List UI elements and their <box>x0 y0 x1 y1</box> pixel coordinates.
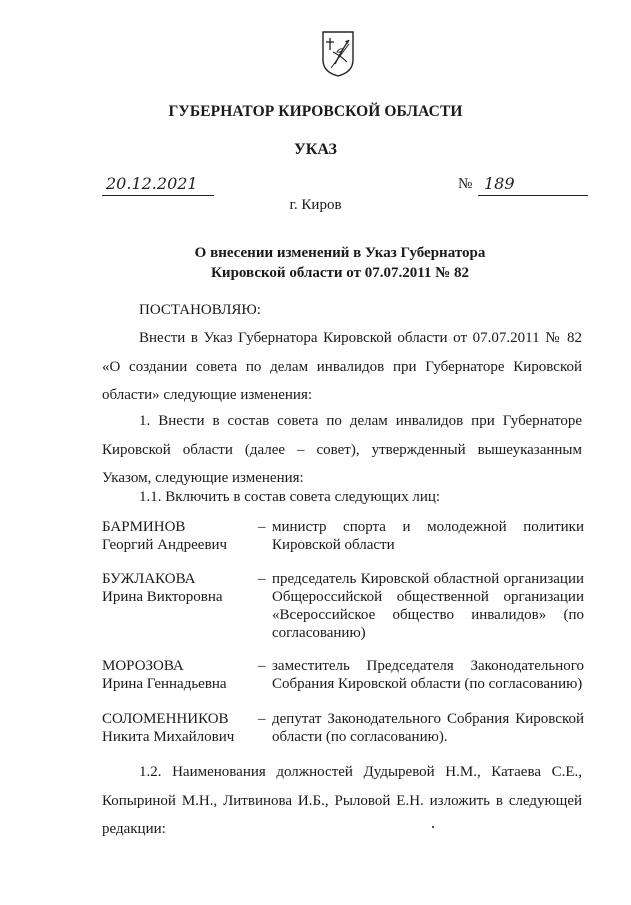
member-given-name: Георгий Андреевич <box>102 537 228 553</box>
member-name <box>102 710 252 746</box>
member-post: министр спорта и молодежной политики Кировской области <box>272 519 584 553</box>
member-post: председатель Кировской областной организации Общероссийской общественной организации «Всероссийское общество инвалидов» (по согласованию) <box>272 571 584 641</box>
document-type: УКАЗ <box>294 141 337 158</box>
member-given-name: Ирина Геннадьевна <box>102 676 227 692</box>
member-surname: БАРМИНОВ <box>102 519 186 535</box>
member-post: депутат Законодательного Собрания Кировской области (по согласованию). <box>272 711 584 745</box>
member-post: заместитель Председателя Законодательного Собрания Кировской области (по согласованию) <box>272 658 584 692</box>
document-date: 20.12.2021 <box>102 173 214 196</box>
member-given-name: Ирина Викторовна <box>102 589 223 605</box>
member-surname: БУЖЛАКОВА <box>102 571 196 587</box>
coat-of-arms-icon <box>321 30 355 78</box>
paragraph-intro: Внести в Указ Губернатора Кировской области от 07.07.2011 № 82 «О создании совета по делам инвалидов при Губернаторе Кировской области» следующие изменения: <box>102 330 582 403</box>
scan-speck <box>432 826 434 828</box>
number-sign: № <box>458 176 473 192</box>
member-surname: СОЛОМЕННИКОВ <box>102 711 229 727</box>
member-surname: МОРОЗОВА <box>102 658 184 674</box>
member-given-name: Никита Михайлович <box>102 729 235 745</box>
paragraph-item-1-1: 1.1. Включить в состав совета следующих лиц: <box>139 489 441 505</box>
member-dash: – <box>258 571 266 587</box>
member-dash: – <box>258 519 266 535</box>
decree-word: ПОСТАНОВЛЯЮ: <box>139 302 261 318</box>
paragraph-item-1: 1. Внести в состав совета по делам инвалидов при Губернаторе Кировской области (далее – совет), утвержденный вышеуказанным Указом, следующие изменения: <box>102 413 582 486</box>
member-name <box>102 657 252 693</box>
member-dash: – <box>258 711 266 727</box>
paragraph-item-1-2: 1.2. Наименования должностей Дудыревой Н.М., Катаева С.Е., Копыриной М.Н., Литвинова И.Б., Рыловой Е.Н. изложить в следующей редакции: <box>102 764 582 837</box>
title-line-1: О внесении изменений в Указ Губернатора <box>194 245 486 261</box>
document-city: г. Киров <box>289 197 342 213</box>
issuing-authority: ГУБЕРНАТОР КИРОВСКОЙ ОБЛАСТИ <box>168 103 463 120</box>
member-name <box>102 570 252 606</box>
member-name <box>102 518 252 554</box>
member-dash: – <box>258 658 266 674</box>
document-title <box>100 243 580 283</box>
title-line-2: Кировской области от 07.07.2011 № 82 <box>211 265 469 281</box>
document-number: 189 <box>478 173 588 196</box>
